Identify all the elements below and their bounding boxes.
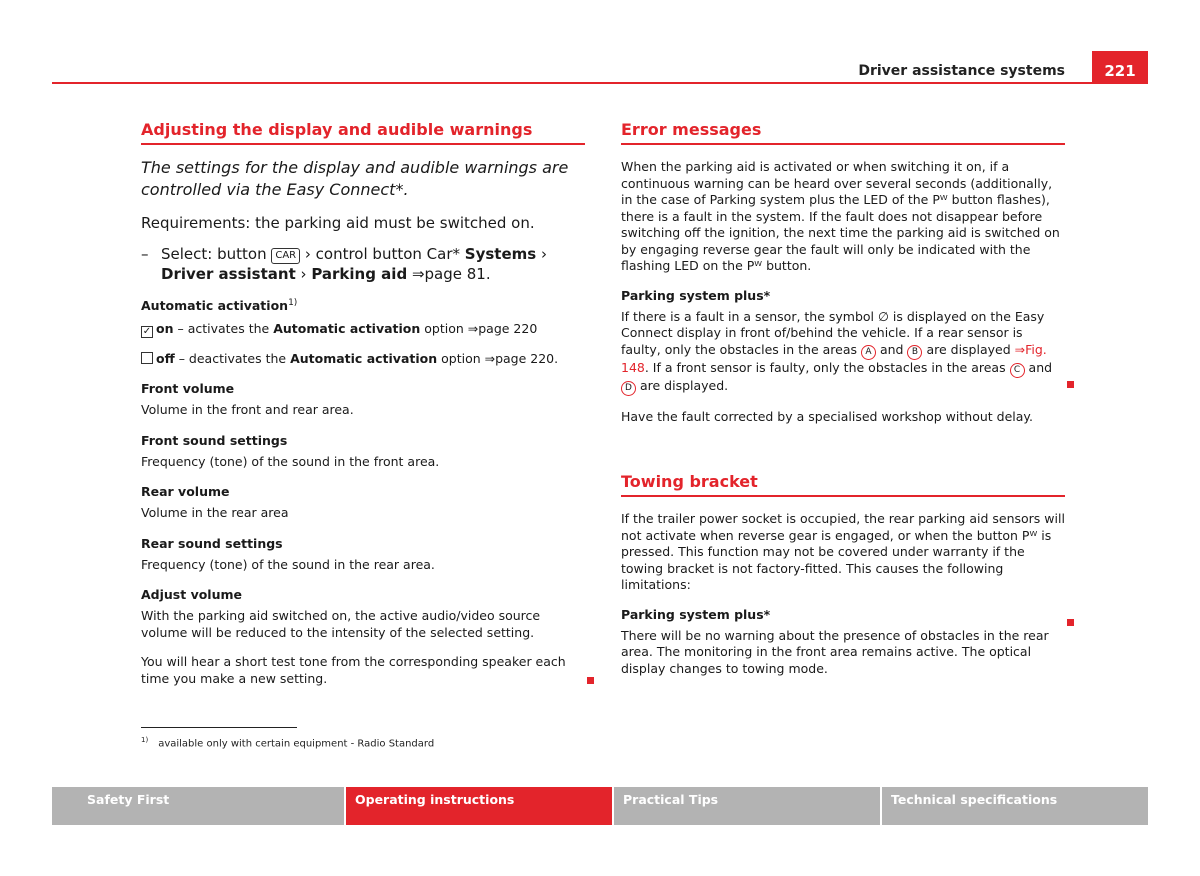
option-off-bold: Automatic activation	[290, 351, 438, 367]
section-end-marker	[587, 677, 594, 684]
final-text: You will hear a short test tone from the corresponding speaker each time you make a new setting.	[141, 654, 566, 686]
setting-title: Adjust volume	[141, 587, 242, 603]
option-off-label: off	[156, 351, 175, 367]
psp-text-2: is displayed on the Easy Connect display in front of/behind the vehicle. If a rear sensor is faulty, only the obstacles in the areas	[621, 308, 1045, 357]
psp-text-1: If there is a fault in a sensor, the symbol	[621, 308, 879, 324]
footnote	[141, 736, 434, 749]
step-sep: ›	[536, 245, 547, 263]
option-on-text: – activates the	[173, 321, 274, 337]
subheading-psp: Parking system plus*	[621, 287, 771, 303]
subheading-auto-activation	[141, 298, 585, 313]
intro-text: The settings for the display and audible warnings are controlled via the Easy Connect*.	[141, 158, 569, 199]
parking-button-icon: Pᵂ	[932, 192, 948, 207]
option-off-text: – deactivates the	[174, 351, 291, 367]
step-driver-assistant: Driver assistant	[161, 265, 296, 283]
error-text-3: button.	[762, 258, 812, 273]
chapter-tabs	[52, 787, 1148, 825]
psp-and: and	[1024, 359, 1053, 375]
option-off	[141, 351, 585, 367]
setting-title: Rear sound settings	[141, 535, 283, 551]
error-text-2: button flashes), there is a fault in the system. If the fault does not disappear before switching off the ignition, the next time the parking aid is switched on by engaging reverse gear the fault will only be indicated with the flashing LED on the	[621, 192, 1060, 273]
setting-title: Front volume	[141, 381, 235, 397]
section-title-towing: Towing bracket	[621, 472, 1065, 497]
setting-text: Frequency (tone) of the sound in the rear area.	[141, 556, 435, 572]
checkbox-checked-icon	[141, 326, 153, 338]
setting-text: Volume in the rear area	[141, 505, 289, 521]
step-sep: ›	[295, 265, 312, 283]
settings-list	[141, 381, 585, 641]
figure-link[interactable]: ⇒Fig. 148	[621, 341, 1047, 375]
fault-text: Have the fault corrected by a specialised workshop without delay.	[621, 408, 1033, 424]
step-pre: Select: button	[161, 245, 272, 263]
step-systems: Systems	[464, 245, 537, 263]
psp-text-5: are displayed.	[636, 377, 729, 393]
area-b-icon: B	[907, 345, 922, 360]
option-on-ref: option ⇒page 220	[420, 321, 538, 337]
step-mid: › control button Car*	[300, 245, 465, 263]
page-reference-link[interactable]: ⇒page 81.	[407, 265, 491, 283]
requirement-text: Requirements: the parking aid must be switched on.	[141, 214, 535, 232]
section-title-display: Adjusting the display and audible warnings	[141, 120, 585, 145]
psp-text-4: . If a front sensor is faulty, only the obstacles in the areas	[644, 359, 1010, 375]
tab-technical-specifications[interactable]: Technical specifications	[882, 787, 1148, 825]
tab-practical-tips[interactable]: Practical Tips	[614, 787, 880, 825]
footnote-text: available only with certain equipment - Radio Standard	[158, 738, 435, 750]
footnote-marker: 1)	[288, 298, 298, 308]
header-rule	[52, 82, 1148, 84]
tab-safety-first[interactable]: Safety First	[52, 787, 344, 825]
check-icon: ✓	[142, 326, 152, 338]
psp-text-3: are displayed	[922, 341, 1015, 357]
setting-text: Volume in the front and rear area.	[141, 402, 354, 418]
page-number: 221	[1092, 51, 1148, 84]
option-on	[141, 321, 585, 338]
towing-psp-text: There will be no warning about the presence of obstacles in the rear area. The monitoring in the front area remains active. The optical display changes to towing mode.	[621, 627, 1049, 676]
tab-operating-instructions[interactable]: Operating instructions	[346, 787, 612, 825]
option-off-ref: option ⇒page 220.	[437, 351, 559, 367]
footnote-rule	[141, 727, 297, 728]
footnote-mark: 1)	[141, 736, 149, 744]
area-a-icon: A	[861, 345, 876, 360]
subheading-towing-psp: Parking system plus*	[621, 606, 771, 622]
section-end-marker	[1067, 619, 1074, 626]
towing-text-1: If the trailer power socket is occupied, the rear parking aid sensors will not activate when reverse gear is engaged, or when the button	[621, 511, 1065, 543]
section-end-marker	[1067, 381, 1074, 388]
step-parking-aid: Parking aid	[311, 265, 408, 283]
psp-and: and	[876, 341, 908, 357]
psp-paragraph	[621, 309, 1065, 396]
area-d-icon: D	[621, 381, 636, 396]
right-column	[621, 120, 1065, 677]
towing-text-2: is pressed. This function may not be covered under warranty if the towing bracket is not factory-fitted. This causes the following limitations:	[621, 527, 1052, 592]
running-header: Driver assistance systems	[858, 63, 1065, 79]
towing-paragraph	[621, 511, 1065, 594]
option-on-label: on	[156, 321, 174, 337]
error-text-1: When the parking aid is activated or when switching it on, if a continuous warning can be heard over several seconds (additionally, in the case of Parking system plus the LED of the	[621, 159, 1053, 207]
sensor-fault-icon: ∅	[878, 308, 889, 324]
setting-text: Frequency (tone) of the sound in the front area.	[141, 453, 440, 469]
parking-button-icon: Pᵂ	[1021, 527, 1038, 543]
step-instruction	[141, 244, 585, 284]
setting-title: Front sound settings	[141, 432, 288, 448]
option-on-bold: Automatic activation	[273, 321, 421, 337]
parking-button-icon: Pᵂ	[746, 258, 763, 273]
checkbox-empty-icon	[141, 352, 153, 364]
car-key-icon: CAR	[271, 248, 300, 264]
step-dash: –	[141, 245, 149, 263]
area-c-icon: C	[1010, 363, 1025, 378]
section-title-errors: Error messages	[621, 120, 1065, 145]
auto-title: Automatic activation	[141, 298, 289, 314]
setting-text: With the parking aid switched on, the active audio/video source volume will be reduced to the intensity of the selected setting.	[141, 608, 541, 640]
left-column	[141, 120, 585, 687]
error-paragraph	[621, 159, 1065, 275]
setting-title: Rear volume	[141, 484, 230, 500]
